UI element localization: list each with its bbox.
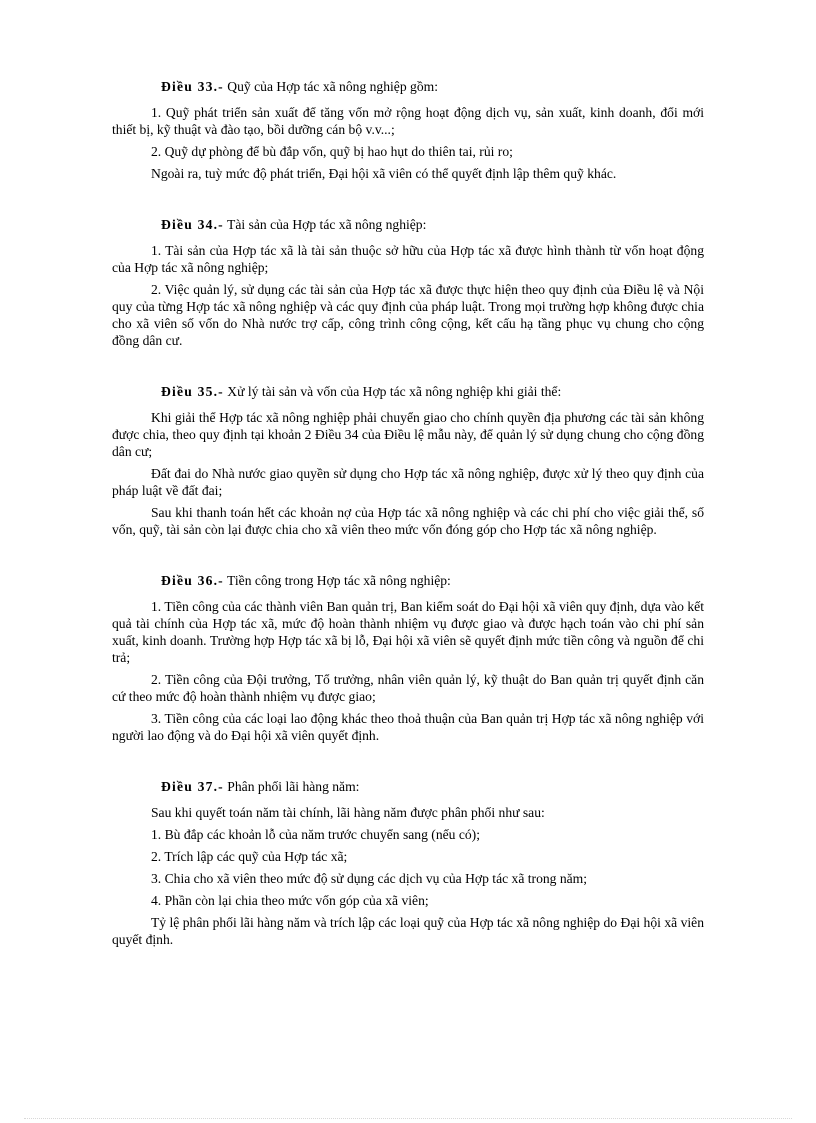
- article-number: Điều 36.-: [161, 573, 224, 588]
- article-title: Quỹ của Hợp tác xã nông nghiệp gồm:: [223, 79, 438, 94]
- article-36: [112, 572, 704, 744]
- paragraph: Tỷ lệ phân phối lãi hàng năm và trích lập các loại quỹ của Hợp tác xã nông nghiệp do Đại hội xã viên quyết định.: [112, 915, 704, 947]
- paragraph: 1. Tài sản của Hợp tác xã là tài sản thuộc sở hữu của Hợp tác xã được hình thành từ vốn hoạt động của Hợp tác xã nông nghiệp;: [112, 243, 704, 275]
- article-heading: [112, 572, 704, 589]
- page-bottom-divider: [24, 1118, 792, 1119]
- paragraph: 3. Tiền công của các loại lao động khác theo thoả thuận của Ban quản trị Hợp tác xã nông nghiệp với người lao động và do Đại hội xã viên quyết định.: [112, 711, 704, 743]
- paragraph: 2. Quỹ dự phòng để bù đắp vốn, quỹ bị hao hụt do thiên tai, rủi ro;: [151, 144, 513, 159]
- article-title: Phân phối lãi hàng năm:: [223, 779, 360, 794]
- paragraph: Khi giải thể Hợp tác xã nông nghiệp phải chuyển giao cho chính quyền địa phương các tài sản không được chia, theo quy định tại khoản 2 Điều 34 của Điều lệ mẫu này, để quản lý sử dụng chung cho cộng đồng dân cư;: [112, 410, 704, 459]
- article-title: Tài sản của Hợp tác xã nông nghiệp:: [223, 217, 427, 232]
- article-number: Điều 35.-: [161, 384, 224, 399]
- paragraph: 2. Trích lập các quỹ của Hợp tác xã;: [151, 849, 348, 864]
- article-number: Điều 33.-: [161, 79, 224, 94]
- paragraph: 1. Tiền công của các thành viên Ban quản trị, Ban kiểm soát do Đại hội xã viên quy định, dựa vào kết quả tài chính của Hợp tác xã, mức độ hoàn thành nhiệm vụ được giao và được hạch toán vào chi phí sản xuất, kinh doanh. Trường hợp Hợp tác xã bị lỗ, Đại hội xã viên sẽ quyết định mức tiền công và nguồn để chi trả;: [112, 599, 704, 665]
- paragraph: 2. Tiền công của Đội trưởng, Tổ trưởng, nhân viên quản lý, kỹ thuật do Ban quản trị quyết định căn cứ theo mức độ hoàn thành nhiệm vụ được giao;: [112, 672, 704, 704]
- article-35: [112, 383, 704, 538]
- paragraph: 1. Bù đắp các khoản lỗ của năm trước chuyển sang (nếu có);: [151, 827, 480, 842]
- paragraph: 2. Việc quản lý, sử dụng các tài sản của Hợp tác xã được thực hiện theo quy định của Điều lệ và Nội quy của từng Hợp tác xã nông nghiệp và các quy định của pháp luật. Trong mọi trường hợp không được chia cho xã viên số vốn do Nhà nước trợ cấp, công trình công cộng, kết cấu hạ tầng phục vụ chung cho cộng đồng dân cư.: [112, 282, 704, 348]
- paragraph: 1. Quỹ phát triển sản xuất để tăng vốn mở rộng hoạt động dịch vụ, sản xuất, kinh doanh, đổi mới thiết bị, kỹ thuật và đào tạo, bồi dưỡng cán bộ v.v...;: [112, 105, 704, 137]
- paragraph: 3. Chia cho xã viên theo mức độ sử dụng các dịch vụ của Hợp tác xã trong năm;: [151, 871, 588, 886]
- article-title: Xử lý tài sản và vốn của Hợp tác xã nông nghiệp khi giải thể:: [223, 384, 562, 399]
- paragraph: Đất đai do Nhà nước giao quyền sử dụng cho Hợp tác xã nông nghiệp, được xử lý theo quy định của pháp luật về đất đai;: [112, 466, 704, 498]
- article-heading: [112, 216, 704, 233]
- paragraph: Ngoài ra, tuỳ mức độ phát triển, Đại hội xã viên có thể quyết định lập thêm quỹ khác.: [151, 166, 617, 181]
- article-heading: [112, 383, 704, 400]
- article-number: Điều 34.-: [161, 217, 224, 232]
- paragraph: Sau khi thanh toán hết các khoản nợ của Hợp tác xã nông nghiệp và các chi phí cho việc giải thể, số vốn, quỹ, tài sản còn lại được chia cho xã viên theo mức vốn đóng góp cho Hợp tác xã nông nghiệp.: [112, 505, 704, 537]
- article-34: [112, 216, 704, 349]
- document-page: [112, 78, 704, 982]
- article-heading: [112, 778, 704, 795]
- article-37: [112, 778, 704, 948]
- paragraph: 4. Phần còn lại chia theo mức vốn góp của xã viên;: [151, 893, 429, 908]
- article-33: [112, 78, 704, 182]
- article-heading: [112, 78, 704, 95]
- article-title: Tiền công trong Hợp tác xã nông nghiệp:: [223, 573, 451, 588]
- paragraph: Sau khi quyết toán năm tài chính, lãi hàng năm được phân phối như sau:: [151, 805, 545, 820]
- article-number: Điều 37.-: [161, 779, 224, 794]
